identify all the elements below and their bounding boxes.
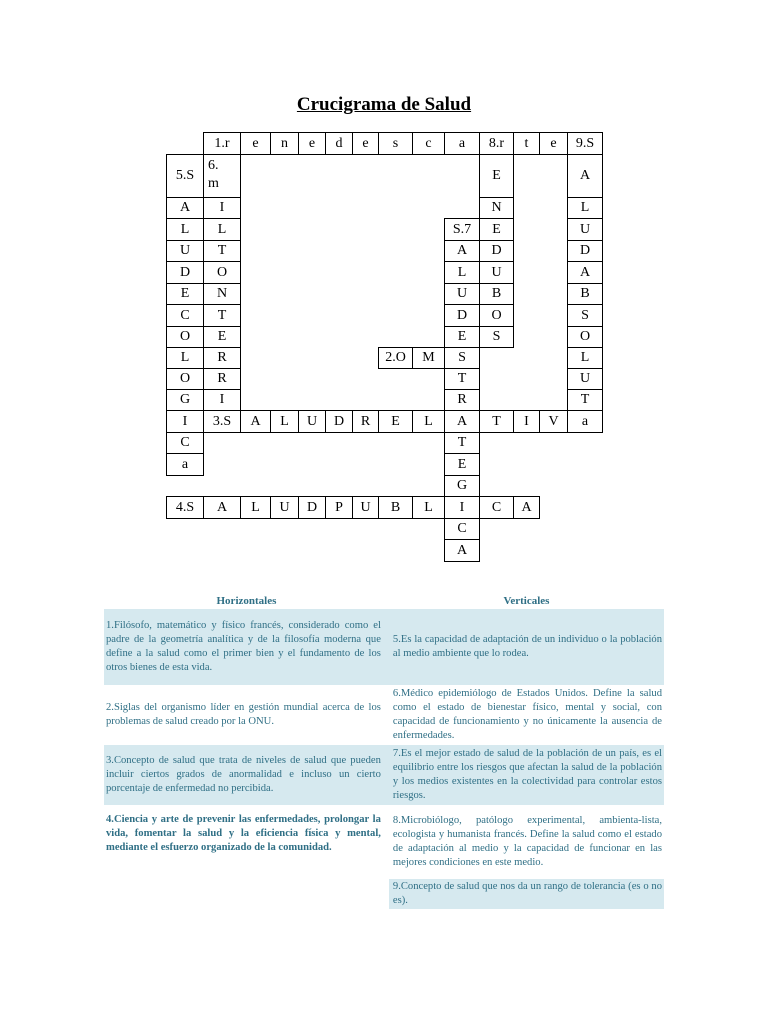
grid-cell: 3.S xyxy=(203,410,241,433)
grid-cell: E xyxy=(444,326,480,348)
grid-cell: C xyxy=(166,432,204,454)
grid-cell: U xyxy=(166,240,204,262)
grid-cell: E xyxy=(444,453,480,476)
grid-cell: L xyxy=(567,197,603,219)
grid-cell: D xyxy=(166,261,204,284)
grid-cell: A xyxy=(444,240,480,262)
grid-cell: L xyxy=(444,261,480,284)
grid-cell: P xyxy=(325,496,353,519)
grid-cell: C xyxy=(479,496,514,519)
grid-cell: O xyxy=(203,261,241,284)
grid-cell: N xyxy=(479,197,514,219)
grid-cell: N xyxy=(203,283,241,305)
grid-cell: a xyxy=(166,453,204,476)
grid-cell: G xyxy=(444,475,480,497)
grid-cell: E xyxy=(203,326,241,348)
grid-cell: 8.r xyxy=(479,132,514,155)
grid-cell: S xyxy=(444,347,480,369)
clues-table xyxy=(104,594,664,909)
clue-v8: 8.Microbiólogo, patólogo experimental, ambienta-lista, ecologista y humanista francés. Define la salud como el estado de adaptación al medio y la capacidad de funcionar en las mejores condiciones en este medio. xyxy=(392,815,662,868)
grid-cell: U xyxy=(567,368,603,390)
grid-cell: O xyxy=(166,368,204,390)
grid-cell: R xyxy=(203,347,241,369)
grid-cell: 2.O xyxy=(378,347,413,369)
grid-cell: L xyxy=(270,410,299,433)
grid-cell: T xyxy=(567,389,603,411)
grid-cell: A xyxy=(567,261,603,284)
grid-cell: 5.S xyxy=(166,154,204,198)
grid-cell: O xyxy=(567,326,603,348)
grid-cell: E xyxy=(166,283,204,305)
grid-cell: 1.r xyxy=(203,132,241,155)
grid-cell: U xyxy=(479,261,514,284)
grid-cell: D xyxy=(479,240,514,262)
grid-cell: O xyxy=(166,326,204,348)
grid-cell: S xyxy=(479,326,514,348)
grid-cell: L xyxy=(203,218,241,241)
grid-cell: I xyxy=(203,389,241,411)
grid-cell: M xyxy=(412,347,445,369)
grid-cell: t xyxy=(513,132,540,155)
grid-cell: 4.S xyxy=(166,496,204,519)
clue-v7: 7.Es el mejor estado de salud de la población de un país, es el equilibrio entre los riesgos que afectan la salud de la población y los medios existentes en la colectividad para controlar estos riesgos. xyxy=(389,745,664,805)
grid-cell: I xyxy=(444,496,480,519)
clue-h4: 4.Ciencia y arte de prevenir las enfermedades, prolongar la vida, fomentar la salud y la eficiencia física y mental, mediante el esfuerzo organizado de la comunidad. xyxy=(106,814,381,853)
grid-cell: I xyxy=(166,410,204,433)
grid-cell: B xyxy=(567,283,603,305)
grid-cell: C xyxy=(444,518,480,540)
clue-v9: 9.Concepto de salud que nos da un rango de tolerancia (es o no es). xyxy=(389,879,664,909)
grid-cell: G xyxy=(166,389,204,411)
grid-cell: D xyxy=(298,496,326,519)
grid-cell: T xyxy=(479,410,514,433)
grid-cell: U xyxy=(567,218,603,241)
grid-cell: U xyxy=(298,410,326,433)
grid-cell: a xyxy=(567,410,603,433)
grid-cell: I xyxy=(513,410,540,433)
grid-cell: U xyxy=(270,496,299,519)
grid-cell: s xyxy=(378,132,413,155)
grid-cell: e xyxy=(240,132,271,155)
grid-cell: T xyxy=(203,240,241,262)
grid-cell: L xyxy=(567,347,603,369)
grid-cell: L xyxy=(412,496,445,519)
grid-cell: B xyxy=(479,283,514,305)
grid-cell: A xyxy=(166,197,204,219)
grid-cell: E xyxy=(479,154,514,198)
grid-cell: D xyxy=(325,410,353,433)
clue-v6: 6.Médico epidemiólogo de Estados Unidos. Define la salud como el estado de bienestar físico, mental y social, con capacidad de funcionamiento y no únicamente la ausencia de enfermedades. xyxy=(392,688,662,741)
grid-cell: A xyxy=(203,496,241,519)
grid-cell: E xyxy=(378,410,413,433)
grid-cell: C xyxy=(166,304,204,327)
grid-cell: S xyxy=(567,304,603,327)
grid-cell: n xyxy=(270,132,299,155)
grid-cell: 9.S xyxy=(567,132,603,155)
grid-cell: D xyxy=(567,240,603,262)
clue-h3: 3.Concepto de salud que trata de niveles de salud que pueden incluir ciertos grados de anormalidad e incluso un cierto porcentaje de enfermedad no percibida. xyxy=(104,745,389,805)
grid-cell: a xyxy=(444,132,480,155)
clue-h2: 2.Siglas del organismo líder en gestión mundial acerca de los problemas de salud creado por la ONU. xyxy=(106,702,381,727)
page-title: Crucigrama de Salud xyxy=(296,94,472,115)
grid-cell: A xyxy=(567,154,603,198)
grid-cell: E xyxy=(479,218,514,241)
grid-cell: c xyxy=(412,132,445,155)
clue-v5: 5.Es la capacidad de adaptación de un individuo o la población al medio ambiente que lo rodea. xyxy=(389,609,664,685)
grid-cell: R xyxy=(352,410,379,433)
grid-cell: T xyxy=(444,432,480,454)
grid-cell: I xyxy=(203,197,241,219)
grid-cell: S.7 xyxy=(444,218,480,241)
grid-cell: A xyxy=(444,410,480,433)
grid-cell: A xyxy=(444,539,480,562)
grid-cell: e xyxy=(539,132,568,155)
horizontal-header: Horizontales xyxy=(216,595,277,607)
grid-cell: U xyxy=(352,496,379,519)
grid-cell: R xyxy=(203,368,241,390)
grid-cell: V xyxy=(539,410,568,433)
grid-cell: d xyxy=(325,132,353,155)
grid-cell: R xyxy=(444,389,480,411)
grid-cell: A xyxy=(240,410,271,433)
grid-cell: 6. m xyxy=(203,154,241,198)
grid-cell: T xyxy=(203,304,241,327)
vertical-header: Verticales xyxy=(503,595,550,607)
grid-cell: e xyxy=(352,132,379,155)
grid-cell: L xyxy=(240,496,271,519)
grid-cell: A xyxy=(513,496,540,519)
grid-cell: O xyxy=(479,304,514,327)
grid-cell: B xyxy=(378,496,413,519)
grid-cell: U xyxy=(444,283,480,305)
grid-cell: L xyxy=(412,410,445,433)
grid-cell: L xyxy=(166,347,204,369)
clue-h1: 1.Filósofo, matemático y físico francés, considerado como el padre de la geometría analítica y de la filosofía moderna que define a la salud como el primer bien y el fundamento de los otros bienes de esta vida. xyxy=(104,609,389,685)
grid-cell: L xyxy=(166,218,204,241)
grid-cell: D xyxy=(444,304,480,327)
grid-cell: T xyxy=(444,368,480,390)
grid-cell: e xyxy=(298,132,326,155)
